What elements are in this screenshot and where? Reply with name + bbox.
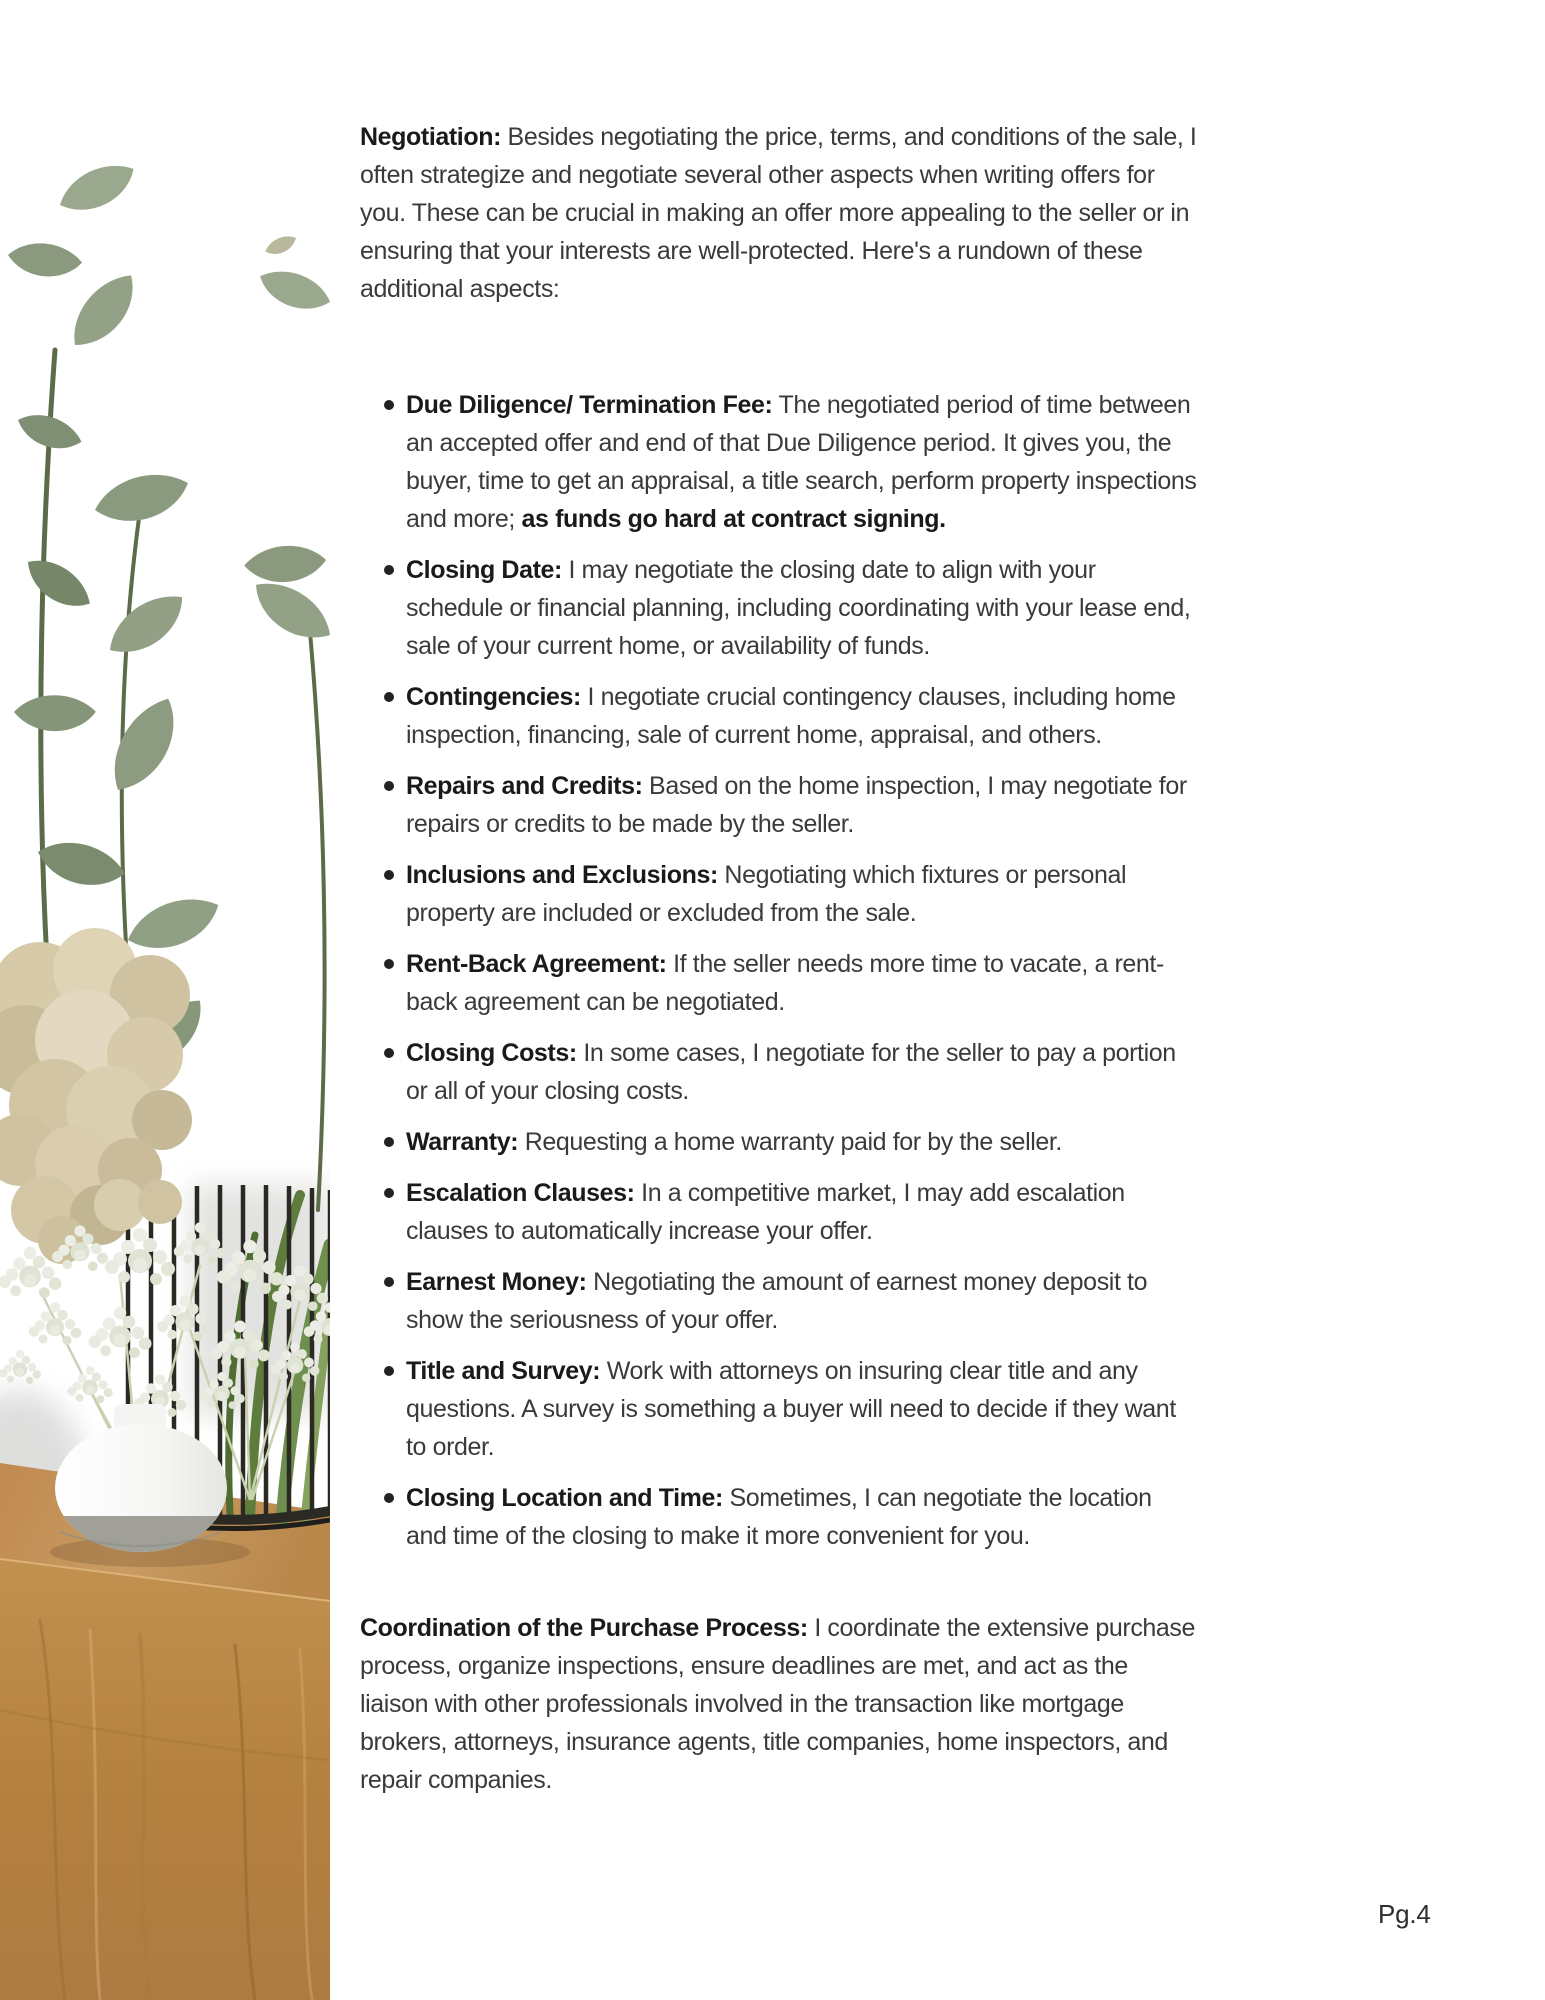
list-item <box>360 1123 1198 1161</box>
bullet-text: In some cases, I negotiate for the seller to pay a portion or all of your closing costs. <box>406 1039 1176 1105</box>
bullet-text: I may negotiate the closing date to align with your schedule or financial planning, including coordinating with your lease end, sale of your current home, or availability of funds. <box>406 556 1191 660</box>
bullet-bold-tail: as funds go hard at contract signing. <box>521 505 946 533</box>
bullet-marker <box>384 1048 394 1058</box>
decor-photo <box>0 90 330 2000</box>
bullet-text: Negotiating the amount of earnest money deposit to show the seriousness of your offer. <box>406 1268 1148 1334</box>
bullet-marker <box>384 692 394 702</box>
bullet-marker <box>384 565 394 575</box>
list-item <box>360 945 1198 1021</box>
page-text-column <box>360 118 1198 1799</box>
plant-photo-illustration <box>0 90 330 2000</box>
intro-lead: Negotiation: <box>360 123 502 151</box>
outro-text: I coordinate the extensive purchase process, organize inspections, ensure deadlines are met, and act as the liaison with other professionals involved in the transaction like mortgage brokers, attorneys, insurance agents, title companies, home inspectors, and repair companies. <box>360 1614 1196 1794</box>
bullet-marker <box>384 400 394 410</box>
bullet-lead: Closing Date: <box>406 556 562 584</box>
bullet-lead: Closing Location and Time: <box>406 1484 723 1512</box>
list-item <box>360 551 1198 665</box>
outro-paragraph <box>360 1609 1198 1799</box>
bullet-text: I negotiate crucial contingency clauses, including home inspection, financing, sale of current home, appraisal, and others. <box>406 683 1176 749</box>
intro-text: Besides negotiating the price, terms, and conditions of the sale, I often strategize and negotiate several other aspects when writing offers for you. These can be crucial in making an offer more appealing to the seller or in ensuring that your interests are well-protected. Here's a rundown of these additional aspects: <box>360 123 1197 303</box>
list-item <box>360 1479 1198 1555</box>
list-item <box>360 1034 1198 1110</box>
bullet-lead: Inclusions and Exclusions: <box>406 861 718 889</box>
list-item <box>360 1174 1198 1250</box>
bullet-text: If the seller needs more time to vacate, a rent-back agreement can be negotiated. <box>406 950 1164 1016</box>
bullet-marker <box>384 959 394 969</box>
bullet-lead: Rent-Back Agreement: <box>406 950 667 978</box>
hydrangea-bloom <box>0 928 192 1264</box>
bullet-lead: Title and Survey: <box>406 1357 601 1385</box>
list-item <box>360 1352 1198 1466</box>
list-item <box>360 767 1198 843</box>
negotiation-aspects-list <box>360 386 1198 1555</box>
page-number: Pg.4 <box>1378 1899 1431 1929</box>
bullet-marker <box>384 870 394 880</box>
bullet-lead: Escalation Clauses: <box>406 1179 635 1207</box>
bullet-lead: Repairs and Credits: <box>406 772 643 800</box>
list-item <box>360 386 1198 538</box>
bullet-lead: Warranty: <box>406 1128 519 1156</box>
bullet-marker <box>384 1188 394 1198</box>
bullet-text: Based on the home inspection, I may negotiate for repairs or credits to be made by the seller. <box>406 772 1187 838</box>
bullet-marker <box>384 1277 394 1287</box>
outro-lead: Coordination of the Purchase Process: <box>360 1614 808 1642</box>
bullet-lead: Contingencies: <box>406 683 581 711</box>
bullet-marker <box>384 781 394 791</box>
bullet-lead: Due Diligence/ Termination Fee: <box>406 391 773 419</box>
bullet-lead: Closing Costs: <box>406 1039 577 1067</box>
wood-table-front <box>0 1560 330 2000</box>
bullet-text: Work with attorneys on insuring clear title and any questions. A survey is something a buyer will need to decide if they want to order. <box>406 1357 1176 1461</box>
bullet-text: Requesting a home warranty paid for by the seller. <box>518 1128 1062 1156</box>
list-item <box>360 856 1198 932</box>
intro-paragraph <box>360 118 1198 308</box>
list-item <box>360 1263 1198 1339</box>
bullet-lead: Earnest Money: <box>406 1268 587 1296</box>
bullet-text: In a competitive market, I may add escalation clauses to automatically increase your offer. <box>406 1179 1125 1245</box>
list-item <box>360 678 1198 754</box>
bullet-text: The negotiated period of time between an accepted offer and end of that Due Diligence period. It gives you, the buyer, time to get an appraisal, a title search, perform property inspections and more; <box>406 391 1197 533</box>
bullet-text: Sometimes, I can negotiate the location and time of the closing to make it more convenient for you. <box>406 1484 1152 1550</box>
bullet-text: Negotiating which fixtures or personal property are included or excluded from the sale. <box>406 861 1127 927</box>
bullet-marker <box>384 1137 394 1147</box>
bullet-marker <box>384 1493 394 1503</box>
bullet-marker <box>384 1366 394 1376</box>
